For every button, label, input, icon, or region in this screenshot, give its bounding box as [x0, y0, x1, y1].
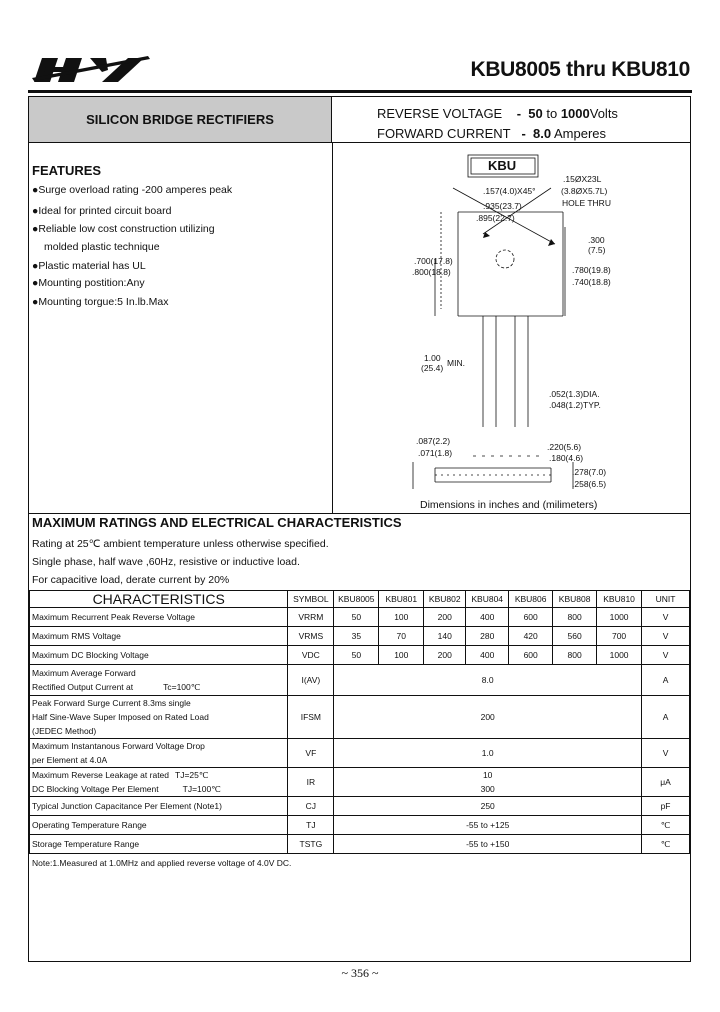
rating-note: For capacitive load, derate current by 20% — [32, 574, 230, 586]
row-label: Storage Temperature Range — [30, 835, 288, 854]
dim-hole-b — [561, 186, 607, 196]
rv-unit: Volts — [589, 106, 618, 121]
row-label-line: Peak Forward Surge Current 8.3ms single — [32, 698, 191, 708]
product-type: SILICON BRIDGE RECTIFIERS — [86, 112, 274, 127]
row-label: Maximum Recurrent Peak Reverse Voltage — [30, 608, 288, 627]
row-label-line — [32, 680, 285, 694]
dim-hole-a1: .15 — [563, 174, 575, 184]
table-row — [30, 835, 690, 854]
dim-depth-a: .278(7.0) — [572, 467, 607, 477]
row-label — [30, 739, 288, 768]
dim-width-min: .895(22.7) — [476, 213, 515, 223]
dim-body-height-d: .740(18.8) — [572, 277, 611, 287]
row-value: -55 to +125 — [334, 816, 642, 835]
row-value: 420 — [509, 627, 553, 646]
dim-lead-dia-a: .052(1.3)DIA. — [549, 389, 600, 399]
dim-width-max: .935(23.7) — [483, 201, 522, 211]
row-condition: TJ=100℃ — [182, 784, 221, 794]
dim-body-height-c: .780(19.8) — [572, 265, 611, 275]
feature-item: ●Mounting torgue:5 In.lb.Max — [32, 296, 169, 308]
row-symbol: VF — [288, 739, 334, 768]
package-name: KBU — [488, 158, 517, 173]
row-label-part: Rectified Output Current at — [32, 682, 134, 692]
row-condition: TJ=25℃ — [175, 770, 209, 780]
dim-hole-b1: (3.8 — [561, 186, 576, 196]
table-row — [30, 797, 690, 816]
dim-pitch-b: .071(1.8) — [418, 448, 453, 458]
row-value: 800 — [553, 646, 597, 665]
row-label — [30, 768, 288, 797]
row-unit: A — [642, 696, 690, 739]
dim-lead-dia-b: .048(1.2)TYP. — [549, 400, 601, 410]
rating-note: Rating at 25℃ ambient temperature unless otherwise specified. — [32, 538, 329, 550]
row-value-line: 10 — [482, 770, 493, 780]
part-header: KBU801 — [379, 591, 424, 608]
dim-body-height-b: .800(18.8) — [412, 267, 451, 277]
row-label — [30, 665, 288, 696]
ratings-title: MAXIMUM RATINGS AND ELECTRICAL CHARACTERISTICS — [32, 515, 402, 530]
table-row — [30, 739, 690, 768]
dim-hole-b2: X5.7L) — [582, 186, 608, 196]
row-value: 200 — [424, 646, 466, 665]
feature-item: ●Reliable low cost construction utilizing — [32, 223, 215, 235]
part-header: KBU802 — [424, 591, 466, 608]
row-label-line: (JEDEC Method) — [32, 726, 97, 736]
rv-value: 50 — [528, 106, 543, 121]
dim-lead-min: MIN. — [447, 358, 465, 368]
fc-value: 8.0 — [533, 126, 552, 141]
row-symbol: VRMS — [288, 627, 334, 646]
dim-hole-a — [563, 174, 601, 184]
row-unit: ℃ — [642, 816, 690, 835]
row-symbol: TJ — [288, 816, 334, 835]
row-value: 1000 — [597, 646, 642, 665]
ratings-header — [332, 97, 690, 143]
symbol-header: SYMBOL — [288, 591, 334, 608]
row-value: 400 — [466, 646, 509, 665]
row-label-line: per Element at 4.0A — [32, 755, 108, 765]
row-value: 1000 — [597, 608, 642, 627]
table-row — [30, 696, 690, 739]
unit-header: UNIT — [642, 591, 690, 608]
row-label — [30, 696, 288, 739]
row-label: Operating Temperature Range — [30, 816, 288, 835]
dim-pitch-a: .087(2.2) — [416, 436, 451, 446]
row-value: 280 — [466, 627, 509, 646]
dim-body-height-a: .700(17.8) — [414, 256, 453, 266]
dim-hole-a2: X23L — [581, 174, 602, 184]
row-symbol: I(AV) — [288, 665, 334, 696]
dim-spacing-b: .180(4.6) — [549, 453, 584, 463]
row-label-part: DC Blocking Voltage Per Element — [32, 784, 159, 794]
row-value: 600 — [509, 646, 553, 665]
dim-depth-b: .258(6.5) — [572, 479, 607, 489]
rating-note: Single phase, half wave ,60Hz, resistive or inductive load. — [32, 556, 300, 568]
row-label-part: Maximum Reverse Leakage at rated — [32, 770, 170, 780]
dim-hole-offset-mm: (7.5) — [588, 245, 606, 255]
row-value: 50 — [334, 608, 379, 627]
row-unit: V — [642, 627, 690, 646]
features-title: FEATURES — [32, 163, 102, 178]
row-value: 800 — [553, 608, 597, 627]
row-symbol: TSTG — [288, 835, 334, 854]
diameter-icon: Ø — [574, 174, 582, 184]
row-value: 70 — [379, 627, 424, 646]
header-rule — [28, 90, 692, 93]
row-unit: pF — [642, 797, 690, 816]
row-value-line: 300 — [480, 784, 495, 794]
row-label-line — [32, 782, 285, 796]
characteristics-table — [29, 590, 690, 854]
part-header: KBU804 — [466, 591, 509, 608]
row-condition: Tc=100℃ — [163, 682, 201, 692]
footnote: Note:1.Measured at 1.0MHz and applied reverse voltage of 4.0V DC. — [32, 858, 292, 868]
part-header: KBU810 — [597, 591, 642, 608]
row-value: 100 — [379, 646, 424, 665]
fc-unit: Amperes — [554, 126, 607, 141]
row-unit: A — [642, 665, 690, 696]
row-value: 35 — [334, 627, 379, 646]
row-symbol: VDC — [288, 646, 334, 665]
dim-hole-thru: HOLE THRU — [562, 198, 611, 208]
row-value: 140 — [424, 627, 466, 646]
row-value: 100 — [379, 608, 424, 627]
rv-label: REVERSE VOLTAGE — [377, 106, 503, 121]
feature-item: ●Mounting postition:Any — [32, 277, 145, 289]
row-symbol: IR — [288, 768, 334, 797]
feature-item: ●Ideal for printed circuit board — [32, 205, 172, 217]
row-label: Maximum DC Blocking Voltage — [30, 646, 288, 665]
characteristics-header: CHARACTERISTICS — [30, 591, 288, 608]
row-symbol: IFSM — [288, 696, 334, 739]
rv-to: to — [546, 106, 558, 121]
feature-item: ●Plastic material has UL — [32, 260, 146, 272]
row-label-line — [32, 768, 285, 782]
row-value: 200 — [424, 608, 466, 627]
row-unit: V — [642, 739, 690, 768]
row-unit: V — [642, 646, 690, 665]
row-label-line: Half Sine-Wave Super Imposed on Rated Load — [32, 712, 209, 722]
table-row — [30, 627, 690, 646]
row-value: 250 — [334, 797, 642, 816]
row-unit: ℃ — [642, 835, 690, 854]
dimension-caption: Dimensions in inches and (milimeters) — [420, 499, 598, 511]
logo-text: HY — [28, 48, 30, 49]
fc-dash: - — [521, 126, 526, 141]
part-header: KBU806 — [509, 591, 553, 608]
table-header-row — [30, 591, 690, 608]
table-row — [30, 816, 690, 835]
row-symbol: VRRM — [288, 608, 334, 627]
row-symbol: CJ — [288, 797, 334, 816]
row-label: Maximum RMS Voltage — [30, 627, 288, 646]
row-value: 8.0 — [334, 665, 642, 696]
table-row — [30, 665, 690, 696]
row-value: 400 — [466, 608, 509, 627]
dim-lead-length-mm: (25.4) — [421, 363, 444, 373]
part-header: KBU808 — [553, 591, 597, 608]
row-value — [334, 768, 642, 797]
feature-item: ●Surge overload rating -200 amperes peak — [32, 184, 233, 196]
row-label-line: Maximum Average Forward — [32, 668, 136, 678]
row-label-line: Maximum Instantanous Forward Voltage Drop — [32, 741, 205, 751]
table-row — [30, 608, 690, 627]
product-type-header — [29, 97, 332, 143]
dim-chamfer: .157(4.0)X45° — [483, 186, 536, 196]
forward-current-line — [377, 124, 690, 144]
dim-lead-length: 1.00 — [424, 353, 441, 363]
table-row — [30, 646, 690, 665]
row-value: 200 — [334, 696, 642, 739]
fc-label: FORWARD CURRENT — [377, 126, 511, 141]
row-value: 600 — [509, 608, 553, 627]
row-unit: V — [642, 608, 690, 627]
table-row — [30, 768, 690, 797]
feature-item: molded plastic technique — [44, 241, 160, 253]
part-range-title: KBU8005 thru KBU810 — [470, 58, 690, 81]
dim-spacing-a: .220(5.6) — [547, 442, 582, 452]
row-value: 700 — [597, 627, 642, 646]
company-logo — [28, 48, 168, 88]
rv-value2: 1000 — [560, 106, 590, 121]
row-value: 50 — [334, 646, 379, 665]
row-label: Typical Junction Capacitance Per Element (Note1) — [30, 797, 288, 816]
row-value: 1.0 — [334, 739, 642, 768]
part-header: KBU8005 — [334, 591, 379, 608]
diameter-icon: Ø — [575, 186, 583, 196]
row-value: 560 — [553, 627, 597, 646]
package-outline-drawing — [333, 144, 690, 513]
page-number: ~ 356 ~ — [341, 966, 379, 980]
section-divider-horizontal — [29, 513, 690, 514]
rv-dash: - — [516, 106, 522, 121]
row-unit: μA — [642, 768, 690, 797]
reverse-voltage-line — [377, 104, 690, 124]
row-value: -55 to +150 — [334, 835, 642, 854]
dim-hole-offset: .300 — [588, 235, 605, 245]
